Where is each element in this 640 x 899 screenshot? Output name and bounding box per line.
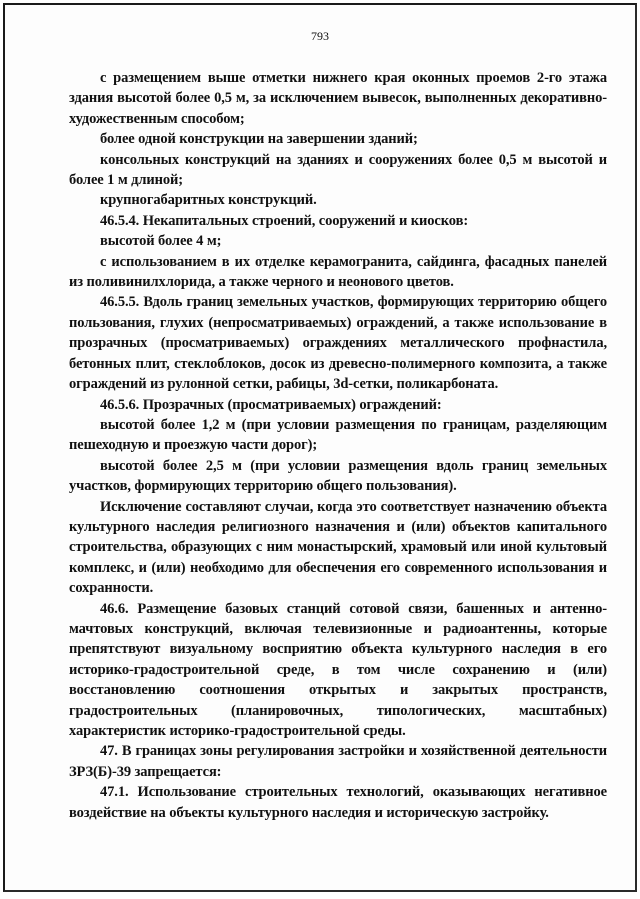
paragraph: 46.5.6. Прозрачных (просматриваемых) ограждений:: [100, 396, 442, 413]
document-body: [69, 68, 607, 823]
paragraph: крупногабаритных конструкций.: [100, 192, 317, 209]
paragraph: 47.1. Использование строительных технологий, оказывающих негативное воздействие на объекты культурного наследия и историческую застройку.: [69, 784, 607, 821]
paragraph: Исключение составляют случаи, когда это соответствует назначению объекта культурного наследия религиозного назначения и (или) объектов капитального строительства, образующих с ним монастырский, храмовый или иной культовый комплекс, и (или) необходимо для обеспечения его современного использования и сохранности.: [69, 498, 607, 597]
paragraph: с использованием в их отделке керамогранита, сайдинга, фасадных панелей из поливинилхлорида, а также черного и неонового цветов.: [69, 253, 607, 291]
paragraph: 46.5.4. Некапитальных строений, сооружений и киосков:: [100, 212, 469, 229]
paragraph: 47. В границах зоны регулирования застройки и хозяйственной деятельности ЗРЗ(Б)-39 запрещается:: [69, 743, 607, 780]
paragraph: более одной конструкции на завершении зданий;: [100, 131, 418, 148]
document-page: [3, 3, 637, 892]
paragraph: высотой более 2,5 м (при условии размещения вдоль границ земельных участков, формирующих территорию общего пользования).: [69, 457, 607, 495]
paragraph: с размещением выше отметки нижнего края оконных проемов 2-го этажа здания высотой более 0,5 м, за исключением вывесок, выполненных декоративно-художественным способом;: [69, 70, 607, 127]
paragraph: 46.5.5. Вдоль границ земельных участков, формирующих территорию общего пользования, глухих (непросматриваемых) ограждений, а также использование в прозрачных (просматриваемых) ограждениях металлического профнастила, бетонных плит, стеклоблоков, досок из древесно-полимерного композита, а также ограждений из рулонной сетки, рабицы, 3d-сетки, поликарбоната.: [69, 294, 607, 393]
page-number: 793: [311, 29, 329, 43]
paragraph: 46.6. Размещение базовых станций сотовой связи, башенных и антенно-мачтовых конструкций, включая телевизионные и радиоантенны, которые препятствуют визуальному восприятию объекта культурного наследия в его историко-градостроительной среде, в том числе сохранению и (или) восстановлению соотношения открытых и закрытых пространств, градостроительных (планировочных, типологических, масштабных) характеристик историко-градостроительной среды.: [69, 600, 607, 739]
paragraph: консольных конструкций на зданиях и сооружениях более 0,5 м высотой и более 1 м длиной;: [69, 151, 607, 189]
paragraph: высотой более 1,2 м (при условии размещения по границам, разделяющим пешеходную и проезжую части дорог);: [69, 416, 607, 454]
paragraph: высотой более 4 м;: [100, 233, 222, 250]
